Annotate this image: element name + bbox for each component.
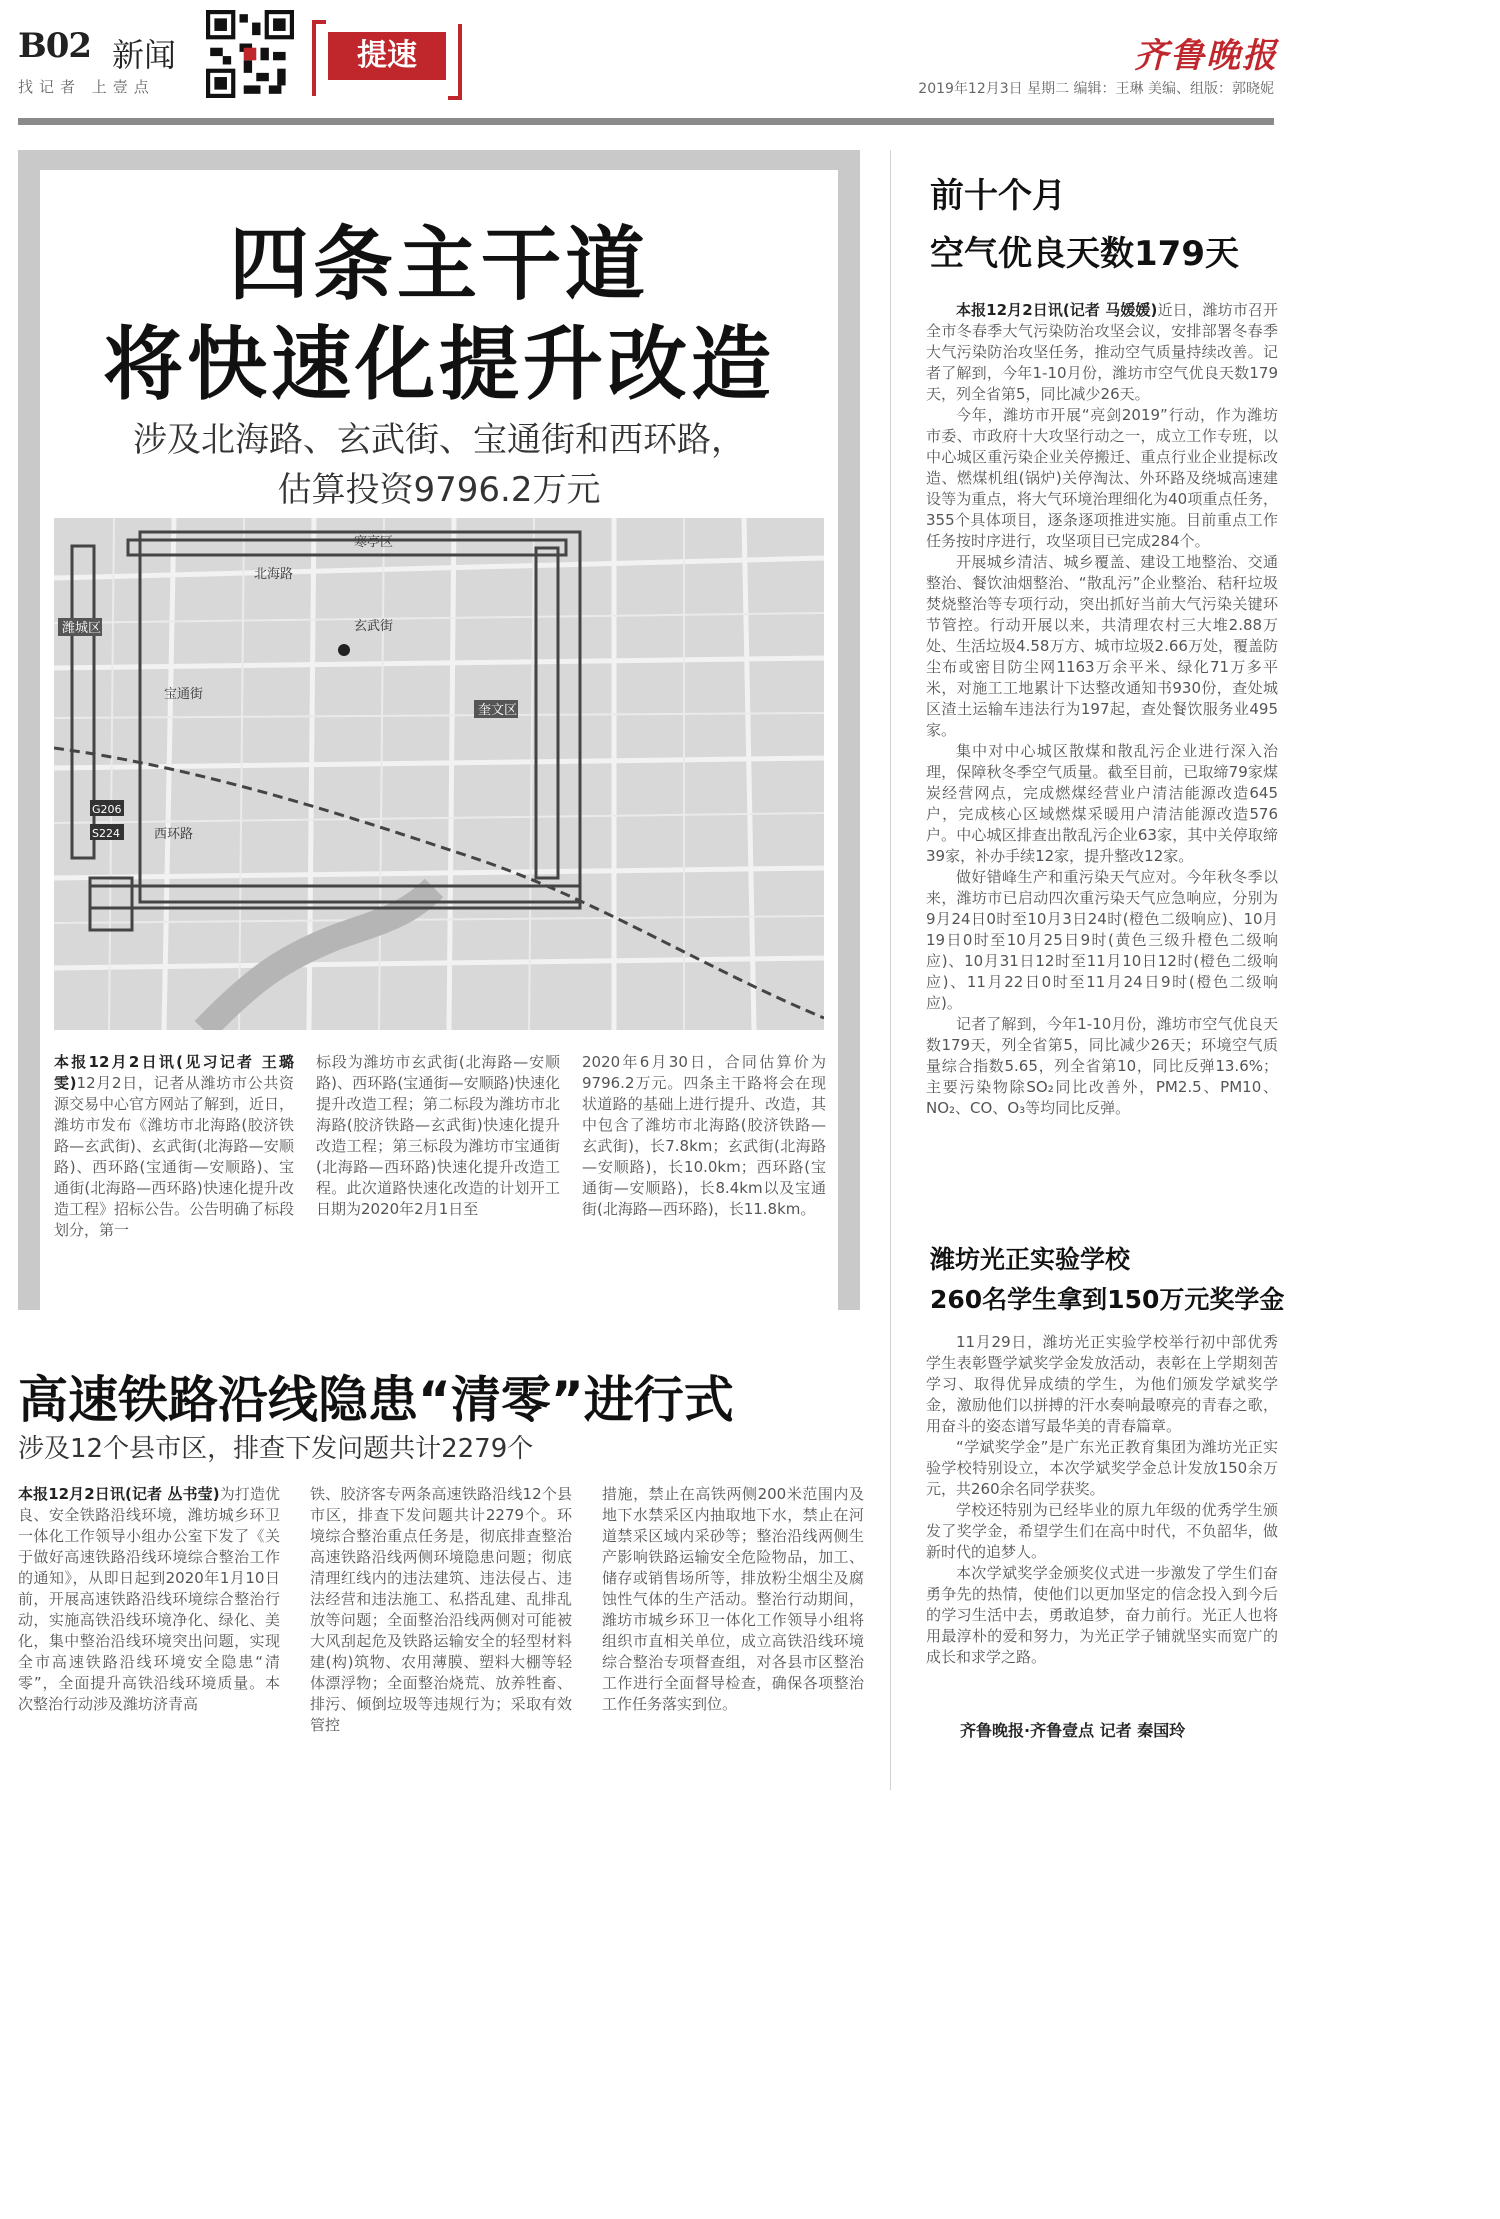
school-headline-line1: 潍坊光正实验学校	[930, 1245, 1131, 1274]
air-paragraph	[926, 300, 1278, 405]
feature-subtitle-line1: 涉及北海路、玄武街、宝通街和西环路，	[133, 420, 745, 460]
air-article-body	[926, 300, 1278, 1119]
map-label-xuanwu: 玄武街	[354, 619, 394, 634]
map-label-beihai: 北海路	[254, 567, 294, 582]
air-headline-line1: 前十个月	[930, 176, 1066, 216]
feature-title-line1: 四条主干道	[229, 218, 649, 311]
feature-column-1	[54, 1052, 294, 1241]
map-label-s224: S224	[92, 827, 120, 840]
tisu-label: 提速	[328, 32, 446, 80]
rail-headline: 高速铁路沿线隐患“清零”进行式	[18, 1371, 734, 1429]
air-paragraph-text: 近日，潍坊市召开全市冬春季大气污染防治攻坚会议，安排部署冬春季大气污染防治攻坚任务，推动空气质量持续改善。记者了解到，今年1-10月份，潍坊市空气优良天数179天，列全省第5，同比减少26天。	[926, 301, 1278, 403]
bracket-left	[312, 20, 326, 96]
air-paragraph: 集中对中心城区散煤和散乱污企业进行深入治理，保障秋冬季空气质量。截至目前，已取缔79家煤炭经营网点，完成燃煤经营业户清洁能源改造645户，完成核心区域燃煤采暖用户清洁能源改造576户。中心城区排查出散乱污企业63家，其中关停取缔39家，补办手续12家，提升整改12家。	[926, 742, 1278, 865]
section-name: 新闻	[112, 36, 177, 74]
map-label-hanting: 寒亭区	[354, 535, 394, 550]
paper-logo: 齐鲁晚报	[1134, 36, 1278, 76]
rail-column-2: 铁、胶济客专两条高速铁路沿线12个县市区，排查下发问题共计2279个。环境综合整治重点任务是，彻底排查整治高速铁路沿线两侧环境隐患问题；彻底清理红线内的违法建筑、违法侵占、违法经营和违法施工、私搭乱建、乱排乱放等问题；全面整治沿线两侧对可能被大风刮起危及铁路运输安全的轻型材料建(构)筑物、农用薄膜、塑料大棚等轻体漂浮物；全面整治烧荒、放养牲畜、排污、倾倒垃圾等违规行为；采取有效管控	[310, 1485, 572, 1734]
page-number: B02	[18, 26, 92, 66]
column-divider	[890, 150, 891, 1790]
air-paragraph: 做好错峰生产和重污染天气应对。今年秋冬季以来，潍坊市已启动四次重污染天气应急响应，分别为9月24日0时至10月3日24时(橙色二级响应)、10月19日0时至10月25日9时(黄色三级升橙色二级响应)、10月31日12时至11月10日12时(橙色二级响应)、11月22日0时至11月24日9时(橙色二级响应)。	[926, 868, 1278, 1012]
rail-col1-text: 为打造优良、安全铁路沿线环境，潍坊城乡环卫一体化工作领导小组办公室下发了《关于做好高速铁路沿线环境综合整治工作的通知》，从即日起到2020年1月10日前，开展高速铁路沿线环境综合整治行动，实施高铁沿线环境净化、绿化、美化，集中整治沿线环境突出问题，实现全市高速铁路沿线环境安全隐患“清零”，全面提升高铁沿线环境质量。本次整治行动涉及潍坊济青高	[18, 1485, 280, 1713]
feature-column-2: 标段为潍坊市玄武街(北海路—安顺路)、西环路(宝通街—安顺路)快速化提升改造工程；第二标段为潍坊市北海路(胶济铁路—玄武街)快速化提升改造工程；第三标段为潍坊市宝通街(北海路—西环路)快速化提升改造工程。此次道路快速化改造的计划开工日期为2020年2月1日至	[316, 1053, 560, 1218]
rail-column-3: 措施，禁止在高铁两侧200米范围内及地下水禁采区内抽取地下水，禁止在河道禁采区域内采砂等；整治沿线两侧生产影响铁路运输安全危险物品，加工、储存或销售场所等，排放粉尘烟尘及腐蚀性气体的生产活动。整治行动期间，潍坊市城乡环卫一体化工作领导小组将组织市直相关单位，成立高铁沿线环境综合整治专项督查组，对各县市区整治工作进行全面督导检查，确保各项整治工作任务落实到位。	[602, 1485, 864, 1713]
school-byline: 齐鲁晚报·齐鲁壹点 记者 秦国玲	[960, 1721, 1186, 1740]
school-paragraph: 11月29日，潍坊光正实验学校举行初中部优秀学生表彰暨学斌奖学金发放活动，表彰在上学期刻苦学习、取得优异成绩的学生，为他们颁发学斌奖学金，激励他们以拼搏的汗水奏响最嘹亮的青春之歌，用奋斗的姿态谱写最华美的青春篇章。	[926, 1333, 1278, 1435]
bracket-right	[448, 24, 462, 100]
road-map	[54, 518, 824, 1030]
school-paragraph: “学斌奖学金”是广东光正教育集团为潍坊光正实验学校特别设立，本次学斌奖学金总计发放150余万元，共260余名同学获奖。	[926, 1438, 1278, 1498]
feature-column-3: 2020年6月30日，合同估算价为9796.2万元。四条主干路将会在现状道路的基础上进行提升、改造，其中包含了潍坊市北海路(胶济铁路—玄武街)，长7.8km；玄武街(北海路—安顺路)，长10.0km；西环路(宝通街—安顺路)，长8.4km以及宝通街(北海路—西环路)，长11.8km。	[582, 1053, 826, 1218]
map-pin-icon	[338, 644, 350, 656]
feature-title-line2: 将快速化提升改造	[103, 318, 775, 411]
map-label-baotong: 宝通街	[164, 687, 204, 702]
header-rule	[18, 118, 1274, 125]
rail-column-1	[18, 1484, 280, 1715]
qr-code-icon[interactable]	[206, 10, 294, 98]
school-article-body	[926, 1332, 1278, 1668]
air-paragraph: 记者了解到，今年1-10月份，潍坊市空气优良天数179天，列全省第5，同比减少26天；环境空气质量综合指数5.65，列全省第10，同比反弹13.6%；主要污染物除SO₂同比改善外，PM2.5、PM10、NO₂、CO、O₃等均同比反弹。	[926, 1015, 1278, 1117]
air-dateline: 本报12月2日讯(记者 马媛媛)	[956, 301, 1158, 319]
map-label-g206: G206	[92, 803, 122, 816]
air-paragraph: 今年，潍坊市开展“亮剑2019”行动，作为潍坊市委、市政府十大攻坚行动之一，成立工作专班，以中心城区重污染企业关停搬迁、重点行业企业提标改造、燃煤机组(锅炉)关停淘汰、外环路及绕城高速建设等为重点，将大气环境治理细化为40项重点任务，355个具体项目，逐条逐项推进实施。目前重点工作任务按时序进行，攻坚项目已完成284个。	[926, 406, 1278, 550]
air-headline-line2: 空气优良天数179天	[930, 234, 1239, 274]
feature-dateline: 本报12月2日讯(见习记者 王璐雯)	[54, 1053, 294, 1092]
map-label-weicheng: 潍城区	[62, 621, 102, 636]
school-paragraph: 本次学斌奖学金颁奖仪式进一步激发了学生们奋勇争先的热情，使他们以更加坚定的信念投入到今后的学习生活中去，勇敢追梦，奋力前行。光正人也将用最淳朴的爱和努力，为光正学子铺就坚实而宽广的成长和求学之路。	[926, 1564, 1278, 1666]
feature-col1-text: 12月2日，记者从潍坊市公共资源交易中心官方网站了解到，近日，潍坊市发布《潍坊市北海路(胶济铁路—玄武街)、玄武街(北海路—安顺路)、西环路(宝通街—安顺路)、宝通街(北海路—西环路)快速化提升改造工程》招标公告。公告明确了标段划分，第一	[54, 1074, 295, 1239]
rail-subheadline: 涉及12个县市区，排查下发问题共计2279个	[18, 1434, 534, 1464]
date-line: 2019年12月3日 星期二 编辑：王琳 美编、组版：郭晓妮	[918, 81, 1274, 97]
school-headline-line2: 260名学生拿到150万元奖学金	[930, 1285, 1285, 1314]
tisu-tag	[312, 20, 462, 100]
map-label-kuiwen: 奎文区	[478, 703, 518, 718]
rail-dateline: 本报12月2日讯(记者 丛书莹)	[18, 1485, 220, 1503]
map-label-xihuan: 西环路	[154, 827, 194, 842]
school-paragraph: 学校还特别为已经毕业的原九年级的优秀学生颁发了奖学金，希望学生们在高中时代，不负韶华，做新时代的追梦人。	[926, 1501, 1278, 1561]
header-tagline: 找记者 上壹点	[18, 78, 155, 96]
air-paragraph: 开展城乡清洁、城乡覆盖、建设工地整治、交通整治、餐饮油烟整治、“散乱污”企业整治、秸秆垃圾焚烧整治等专项行动，突出抓好当前大气污染关键环节管控。行动开展以来，共清理农村三大堆2.88万处、生活垃圾4.58万方、城市垃圾2.66万处，覆盖防尘布或密目防尘网1163万余平米、绿化71万多平米，对施工工地累计下达整改通知书930份，查处城区渣土运输车违法行为197起，查处餐饮服务业495家。	[926, 553, 1278, 739]
feature-subtitle-line2: 估算投资9796.2万元	[277, 470, 601, 510]
